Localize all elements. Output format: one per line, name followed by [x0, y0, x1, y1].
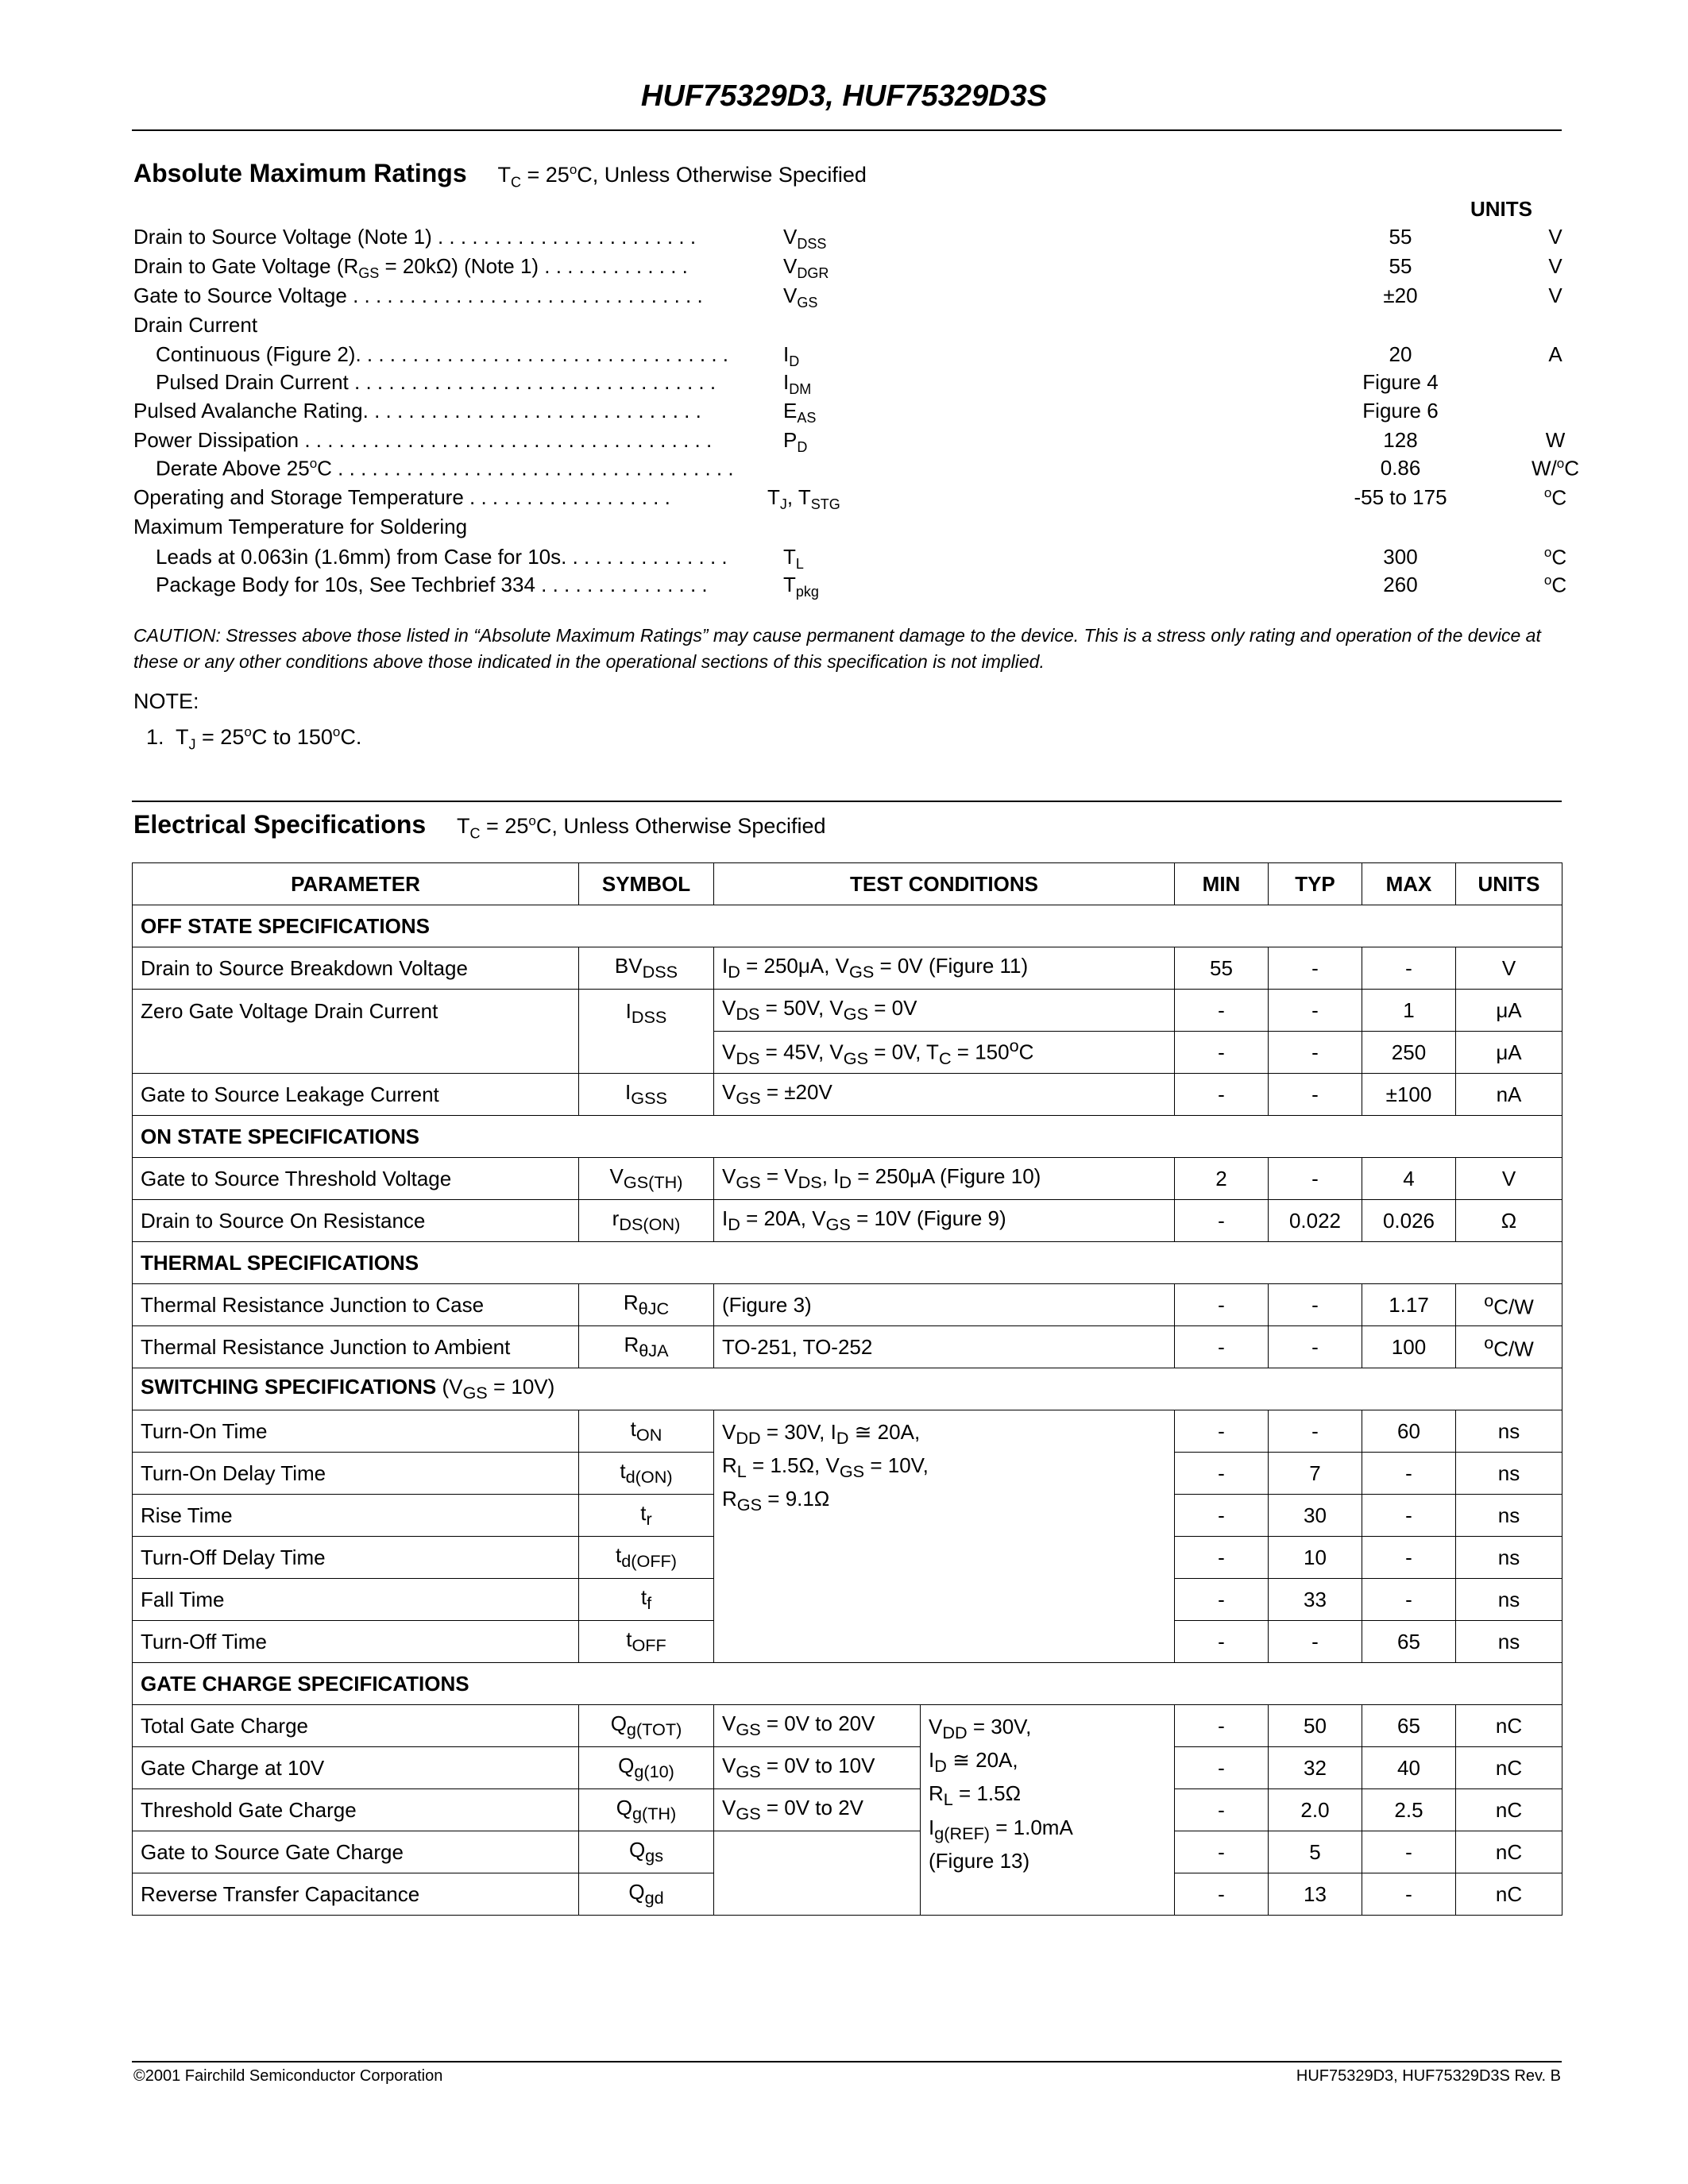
- section-header-off: OFF STATE SPECIFICATIONS: [133, 905, 1562, 947]
- symbol: $t_f$: [579, 1579, 714, 1621]
- max: -: [1362, 1579, 1456, 1621]
- param: Threshold Gate Charge: [133, 1789, 579, 1831]
- rating-row: [133, 428, 1566, 457]
- max: 40: [1362, 1747, 1456, 1789]
- param: Reverse Transfer Capacitance: [133, 1873, 579, 1916]
- rating-row: [133, 515, 1563, 543]
- rating-unit: $^o$C: [1543, 545, 1567, 569]
- unit: $^o$C/W: [1456, 1326, 1562, 1368]
- col-header: TEST CONDITIONS: [714, 863, 1175, 905]
- rating-row: [133, 370, 1563, 399]
- table-row: [133, 1200, 1562, 1242]
- rating-symbol: $I_{DM}$: [783, 370, 812, 398]
- condition: $I_D = 250\mu A$, $V_{GS} = 0V$ (Figure 11): [714, 947, 1175, 990]
- min: -: [1175, 1284, 1269, 1326]
- unit: nC: [1456, 1873, 1562, 1916]
- max: 0.026: [1362, 1200, 1456, 1242]
- max: ±100: [1362, 1074, 1456, 1116]
- typ: 50: [1269, 1705, 1362, 1747]
- symbol: $V_{GS(TH)}$: [579, 1158, 714, 1200]
- symbol: $Q_{g(TH)}$: [579, 1789, 714, 1831]
- table-header-row: [133, 863, 1562, 905]
- rating-label: Gate to Source Voltage . . . . . . . . . . . . . . . . . . . . . . . . . . . . . . .: [133, 284, 703, 307]
- col-header: SYMBOL: [579, 863, 714, 905]
- table-row: [133, 1705, 1562, 1747]
- unit: ns: [1456, 1410, 1562, 1453]
- typ: 7: [1269, 1453, 1362, 1495]
- unit: ns: [1456, 1621, 1562, 1663]
- section-header-on: ON STATE SPECIFICATIONS: [133, 1116, 1562, 1158]
- caution-text: CAUTION: Stresses above those listed in “Absolute Maximum Ratings” may cause permanent damage to the device. This is a stress only rating and operation of the device at these or any other conditions above those indicated in the operational sections of this specification is not implied.: [133, 625, 1541, 672]
- symbol: $R_{\theta JC}$: [579, 1284, 714, 1326]
- table-row: [133, 990, 1562, 1032]
- typ: 13: [1269, 1873, 1362, 1916]
- param: Turn-Off Delay Time: [133, 1537, 579, 1579]
- rating-label: Drain to Gate Voltage $(R_{GS} = 20k\Omega)$ (Note 1) . . . . . . . . . . . . .: [133, 254, 688, 282]
- min: 2: [1175, 1158, 1269, 1200]
- footer-copyright: ©2001 Fairchild Semiconductor Corporation: [133, 2067, 443, 2085]
- min: -: [1175, 1537, 1269, 1579]
- rating-label: Drain to Source Voltage (Note 1) . . . . . . . . . . . . . . . . . . . . . . .: [133, 225, 697, 249]
- col-header: MAX: [1362, 863, 1456, 905]
- section-header-switching: SWITCHING SPECIFICATIONS $(V_{GS} = 10V)$: [133, 1368, 1562, 1410]
- symbol: $R_{\theta JA}$: [579, 1326, 714, 1368]
- param: Fall Time: [133, 1579, 579, 1621]
- condition: $V_{DS} = 50V$, $V_{GS} = 0V$: [714, 990, 1175, 1032]
- symbol: $Q_{gd}$: [579, 1873, 714, 1916]
- typ: -: [1269, 1326, 1362, 1368]
- symbol: $I_{DSS}$: [579, 990, 714, 1074]
- section-rule: [132, 801, 1562, 802]
- rating-row: [133, 545, 1567, 573]
- typ: -: [1269, 1621, 1362, 1663]
- footer-docid: HUF75329D3, HUF75329D3S Rev. B: [1296, 2067, 1561, 2085]
- rating-symbol: $E_{AS}$: [783, 399, 817, 426]
- param: Drain to Source On Resistance: [133, 1200, 579, 1242]
- rating-unit: $^o$C: [1543, 485, 1567, 510]
- rating-row: [133, 342, 1563, 371]
- condition: $V_{GS} = \pm 20V$: [714, 1074, 1175, 1116]
- table-row: [133, 1831, 1562, 1873]
- max: -: [1362, 1873, 1456, 1916]
- elec-condition: $T_C = 25^oC$, Unless Otherwise Specified: [457, 813, 826, 842]
- param: Zero Gate Voltage Drain Current: [133, 990, 579, 1074]
- table-row: [133, 1410, 1562, 1453]
- rating-row: [133, 456, 1579, 484]
- rating-unit: V: [1548, 284, 1562, 307]
- param: Drain to Source Breakdown Voltage: [133, 947, 579, 990]
- rating-row: [133, 399, 1563, 427]
- min: -: [1175, 1410, 1269, 1453]
- table-row: [133, 1074, 1562, 1116]
- min: -: [1175, 1747, 1269, 1789]
- max: -: [1362, 947, 1456, 990]
- elec-title: Electrical Specifications: [133, 810, 427, 839]
- rating-symbol: $V_{GS}$: [783, 284, 818, 311]
- section-header-thermal: THERMAL SPECIFICATIONS: [133, 1242, 1562, 1284]
- typ: -: [1269, 1032, 1362, 1074]
- max: -: [1362, 1831, 1456, 1873]
- electrical-spec-table: [132, 862, 1562, 1916]
- rating-unit: $^o$C: [1543, 573, 1567, 597]
- min: 55: [1175, 947, 1269, 990]
- symbol: $t_r$: [579, 1495, 714, 1537]
- unit: μA: [1456, 990, 1562, 1032]
- note-item: 1. $T_J = 25^oC$ to 150$^o$C.: [146, 724, 362, 753]
- param: Turn-Off Time: [133, 1621, 579, 1663]
- rating-label: Pulsed Drain Current . . . . . . . . . . . . . . . . . . . . . . . . . . . . . . . .: [156, 370, 717, 394]
- header-rule: [132, 129, 1562, 131]
- table-row: [133, 947, 1562, 990]
- min: -: [1175, 1705, 1269, 1747]
- abs-max-title: Absolute Maximum Ratings: [133, 159, 467, 187]
- param: Thermal Resistance Junction to Ambient: [133, 1326, 579, 1368]
- min: -: [1175, 1579, 1269, 1621]
- typ: 32: [1269, 1747, 1362, 1789]
- max: 2.5: [1362, 1789, 1456, 1831]
- rating-label: Power Dissipation . . . . . . . . . . . . . . . . . . . . . . . . . . . . . . . . . . . .: [133, 428, 713, 452]
- typ: 33: [1269, 1579, 1362, 1621]
- rating-symbol: $P_D$: [783, 428, 808, 456]
- rating-unit: W: [1545, 428, 1566, 452]
- table-row: [133, 1284, 1562, 1326]
- rating-unit: V: [1548, 254, 1562, 278]
- rating-label: Maximum Temperature for Soldering: [133, 515, 468, 538]
- symbol: $t_{d(OFF)}$: [579, 1537, 714, 1579]
- rating-label: Operating and Storage Temperature . . . . . . . . . . . . . . . . . .: [133, 485, 670, 509]
- rating-label: Drain Current: [133, 313, 258, 337]
- rating-value: 300: [1383, 545, 1418, 569]
- unit: $^o$C/W: [1456, 1284, 1562, 1326]
- max: 1: [1362, 990, 1456, 1032]
- typ: -: [1269, 1158, 1362, 1200]
- rating-unit: A: [1548, 342, 1562, 366]
- switching-conditions: $V_{DD} = 30V$, $I_D$ ≅ 20A, $R_L = 1.5\Omega$, $V_{GS} = 10V$, $R_{GS} = 9.1\Omega$: [714, 1410, 1175, 1663]
- col-header: MIN: [1175, 863, 1269, 905]
- max: 65: [1362, 1705, 1456, 1747]
- table-row: [133, 1747, 1562, 1789]
- param: Gate Charge at 10V: [133, 1747, 579, 1789]
- units-header: UNITS: [1470, 197, 1532, 221]
- condition: $I_D = 20A$, $V_{GS} = 10V$ (Figure 9): [714, 1200, 1175, 1242]
- rating-value: 55: [1389, 225, 1412, 249]
- rating-label: Pulsed Avalanche Rating. . . . . . . . . . . . . . . . . . . . . . . . . . . . . .: [133, 399, 701, 423]
- symbol: $I_{GSS}$: [579, 1074, 714, 1116]
- max: 60: [1362, 1410, 1456, 1453]
- rating-symbol: $V_{DSS}$: [783, 225, 827, 253]
- elec-heading: [133, 810, 825, 842]
- param: Gate to Source Threshold Voltage: [133, 1158, 579, 1200]
- rating-symbol: $T_J$, $T_{STG}$: [767, 485, 840, 513]
- min: -: [1175, 1873, 1269, 1916]
- min: -: [1175, 1453, 1269, 1495]
- symbol: $Q_{g(TOT)}$: [579, 1705, 714, 1747]
- rating-label: Derate Above 25$^o$C . . . . . . . . . . . . . . . . . . . . . . . . . . . . . . . . . . .: [156, 456, 734, 480]
- rating-unit: W/$^o$C: [1531, 456, 1579, 480]
- rating-row: [133, 254, 1563, 283]
- min: -: [1175, 1495, 1269, 1537]
- min: -: [1175, 1831, 1269, 1873]
- typ: 2.0: [1269, 1789, 1362, 1831]
- abs-max-heading: [133, 159, 867, 191]
- min: -: [1175, 1032, 1269, 1074]
- rating-value: Figure 6: [1362, 399, 1439, 423]
- symbol: $r_{DS(ON)}$: [579, 1200, 714, 1242]
- min: -: [1175, 1789, 1269, 1831]
- rating-value: Figure 4: [1362, 370, 1439, 394]
- max: -: [1362, 1453, 1456, 1495]
- min: -: [1175, 990, 1269, 1032]
- typ: -: [1269, 990, 1362, 1032]
- symbol: $Q_{g(10)}$: [579, 1747, 714, 1789]
- unit: nC: [1456, 1831, 1562, 1873]
- param: Total Gate Charge: [133, 1705, 579, 1747]
- rating-row: [133, 225, 1563, 253]
- min: -: [1175, 1200, 1269, 1242]
- rating-row: [133, 313, 1563, 341]
- param: Rise Time: [133, 1495, 579, 1537]
- unit: nA: [1456, 1074, 1562, 1116]
- max: 4: [1362, 1158, 1456, 1200]
- rating-value: 55: [1389, 254, 1412, 278]
- table-row: [133, 1789, 1562, 1831]
- unit: nC: [1456, 1747, 1562, 1789]
- typ: 30: [1269, 1495, 1362, 1537]
- gate-conditions: $V_{DD} = 30V$, $I_D$ ≅ 20A, $R_L = 1.5\Omega$ $I_{g(REF)} = 1.0mA$ (Figure 13): [921, 1705, 1175, 1916]
- param: Gate to Source Gate Charge: [133, 1831, 579, 1873]
- unit: V: [1456, 1158, 1562, 1200]
- symbol: $t_{ON}$: [579, 1410, 714, 1453]
- section-header-gate: GATE CHARGE SPECIFICATIONS: [133, 1663, 1562, 1705]
- typ: -: [1269, 1074, 1362, 1116]
- condition: TO-251, TO-252: [714, 1326, 1175, 1368]
- param: Gate to Source Leakage Current: [133, 1074, 579, 1116]
- table-row: [133, 1326, 1562, 1368]
- rating-symbol: $T_L$: [783, 545, 804, 573]
- rating-unit: V: [1548, 225, 1562, 249]
- typ: 5: [1269, 1831, 1362, 1873]
- param: Turn-On Time: [133, 1410, 579, 1453]
- symbol: $BV_{DSS}$: [579, 947, 714, 990]
- symbol: $t_{OFF}$: [579, 1621, 714, 1663]
- condition: $V_{GS} = 0V$ to 20V: [714, 1705, 921, 1747]
- condition: $V_{DS} = 45V$, $V_{GS} = 0V$, $T_C = 150^oC$: [714, 1032, 1175, 1074]
- condition: $V_{GS} = V_{DS}$, $I_D = 250\mu A$ (Figure 10): [714, 1158, 1175, 1200]
- rating-value: -55 to 175: [1354, 485, 1447, 509]
- max: -: [1362, 1537, 1456, 1579]
- rating-value: 20: [1389, 342, 1412, 366]
- rating-symbol: $I_D$: [783, 342, 800, 370]
- typ: 0.022: [1269, 1200, 1362, 1242]
- rating-value: 0.86: [1380, 456, 1421, 480]
- rating-row: [133, 573, 1567, 601]
- param: Thermal Resistance Junction to Case: [133, 1284, 579, 1326]
- rating-value: 128: [1383, 428, 1418, 452]
- condition: (Figure 3): [714, 1284, 1175, 1326]
- unit: Ω: [1456, 1200, 1562, 1242]
- max: 250: [1362, 1032, 1456, 1074]
- unit: V: [1456, 947, 1562, 990]
- rating-label: Leads at 0.063in (1.6mm) from Case for 10s. . . . . . . . . . . . . . .: [156, 545, 728, 569]
- rating-symbol: $T_{pkg}$: [783, 573, 819, 600]
- rating-label: Continuous (Figure 2). . . . . . . . . . . . . . . . . . . . . . . . . . . . . . . . .: [156, 342, 728, 366]
- rating-value: ±20: [1383, 284, 1418, 307]
- max: 65: [1362, 1621, 1456, 1663]
- symbol: $Q_{gs}$: [579, 1831, 714, 1873]
- abs-max-condition: $T_C = 25^oC$, Unless Otherwise Specified: [497, 162, 867, 191]
- typ: -: [1269, 1410, 1362, 1453]
- unit: nC: [1456, 1705, 1562, 1747]
- rating-row: [133, 284, 1563, 312]
- condition-empty: [714, 1831, 921, 1916]
- note-heading: NOTE:: [133, 689, 199, 713]
- col-header: UNITS: [1456, 863, 1562, 905]
- symbol: $t_{d(ON)}$: [579, 1453, 714, 1495]
- unit: ns: [1456, 1453, 1562, 1495]
- typ: 10: [1269, 1537, 1362, 1579]
- rating-symbol: $V_{DGR}$: [783, 254, 829, 282]
- param: Turn-On Delay Time: [133, 1453, 579, 1495]
- rating-value: 260: [1383, 573, 1418, 596]
- typ: -: [1269, 947, 1362, 990]
- unit: nC: [1456, 1789, 1562, 1831]
- typ: -: [1269, 1284, 1362, 1326]
- min: -: [1175, 1326, 1269, 1368]
- max: -: [1362, 1495, 1456, 1537]
- page-title: HUF75329D3, HUF75329D3S: [640, 79, 1048, 113]
- unit: ns: [1456, 1495, 1562, 1537]
- rating-label: Package Body for 10s, See Techbrief 334 . . . . . . . . . . . . . . .: [156, 573, 708, 596]
- condition: $V_{GS} = 0V$ to 10V: [714, 1747, 921, 1789]
- col-header: TYP: [1269, 863, 1362, 905]
- footer-rule: [132, 2061, 1562, 2062]
- min: -: [1175, 1621, 1269, 1663]
- condition: $V_{GS} = 0V$ to 2V: [714, 1789, 921, 1831]
- table-row: [133, 1158, 1562, 1200]
- rating-row: [133, 485, 1567, 514]
- col-header: PARAMETER: [133, 863, 579, 905]
- unit: ns: [1456, 1579, 1562, 1621]
- max: 1.17: [1362, 1284, 1456, 1326]
- min: -: [1175, 1074, 1269, 1116]
- unit: ns: [1456, 1537, 1562, 1579]
- unit: μA: [1456, 1032, 1562, 1074]
- max: 100: [1362, 1326, 1456, 1368]
